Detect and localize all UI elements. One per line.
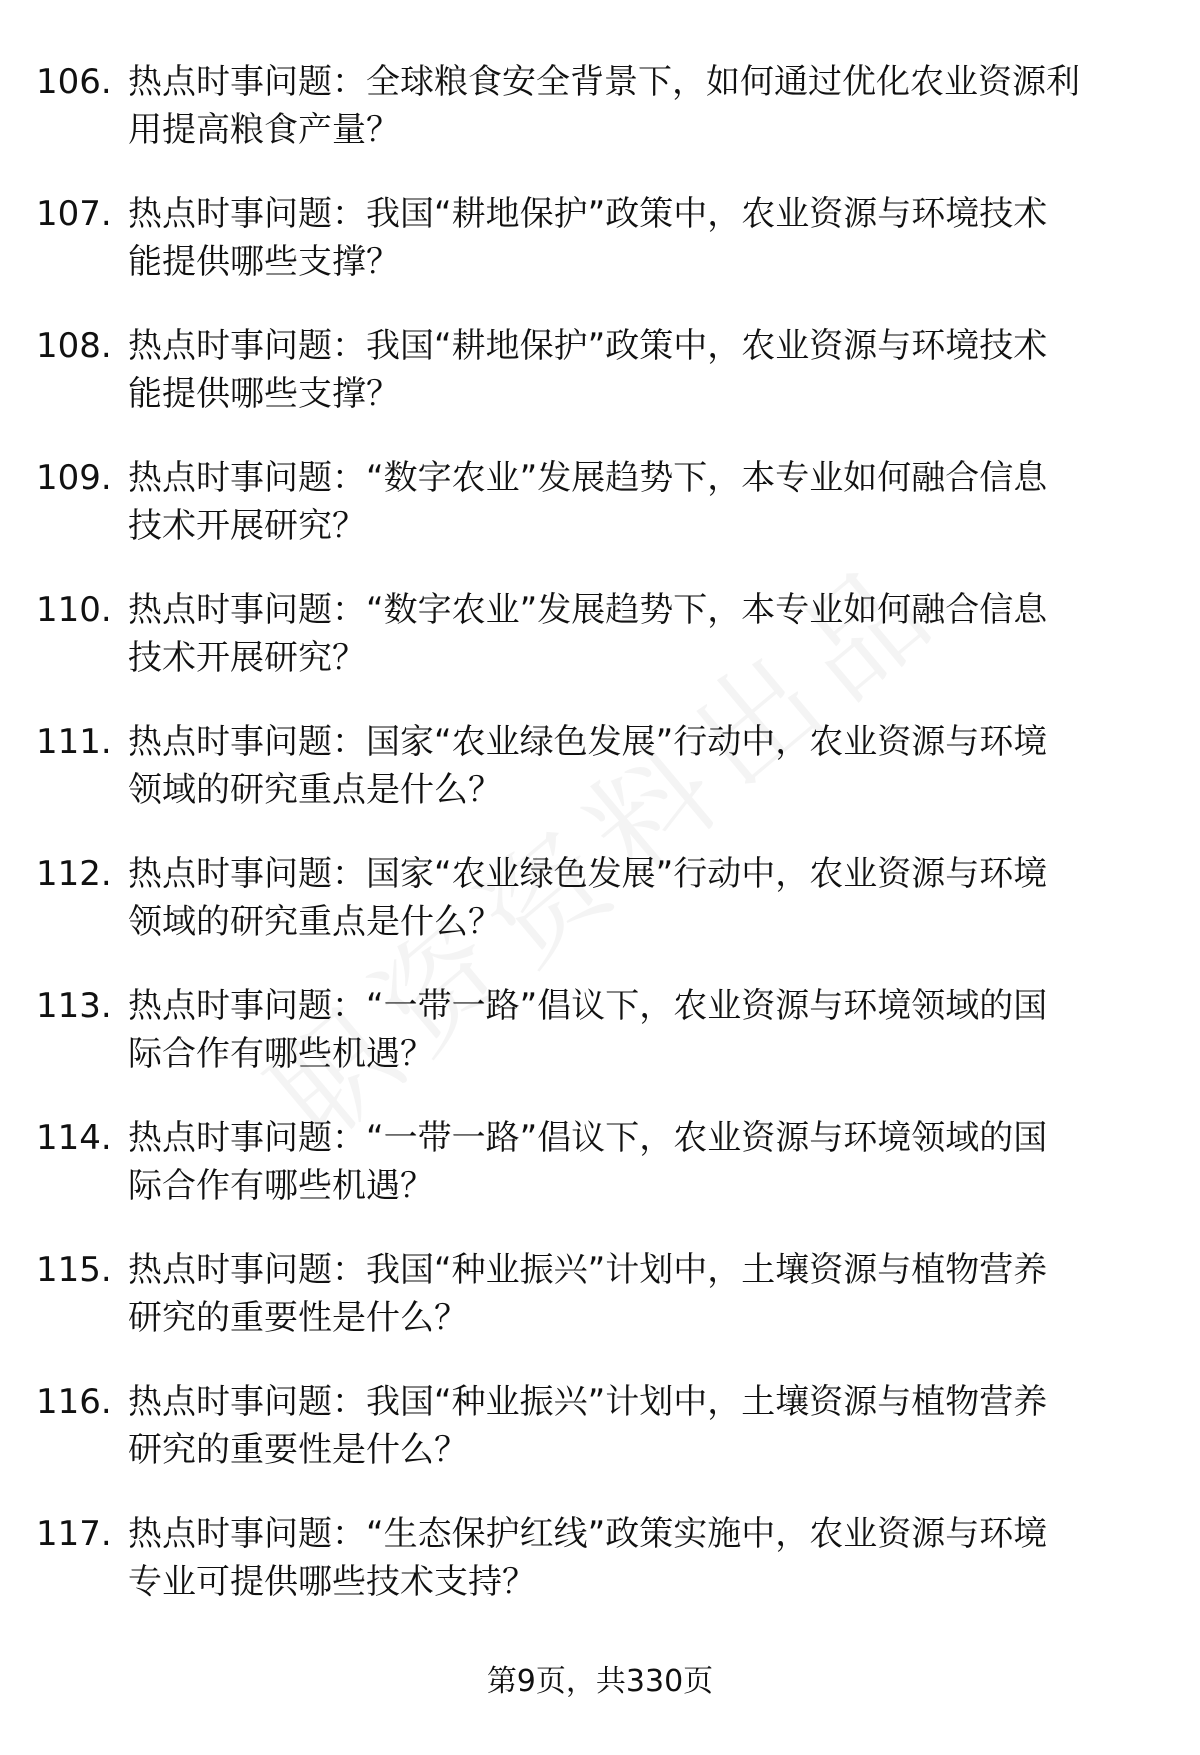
question-text: 热点时事问题：“生态保护红线”政策实施中，农业资源与环境 专业可提供哪些技术支持？ [128, 1514, 1048, 1602]
question-text: 热点时事问题：国家“农业绿色发展”行动中，农业资源与环境 领域的研究重点是什么？ [128, 722, 1048, 810]
question-text: 热点时事问题：国家“农业绿色发展”行动中，农业资源与环境 领域的研究重点是什么？ [128, 854, 1048, 942]
question-number: 114. [36, 1118, 112, 1158]
question-item-107 [36, 190, 1146, 322]
question-text: 热点时事问题：我国“耕地保护”政策中，农业资源与环境技术 能提供哪些支撑？ [128, 194, 1048, 282]
question-list [36, 58, 1146, 1642]
question-text: 热点时事问题：我国“种业振兴”计划中，土壤资源与植物营养 研究的重要性是什么？ [128, 1250, 1048, 1338]
question-item-110 [36, 586, 1146, 718]
question-number: 110. [36, 590, 112, 630]
question-number: 106. [36, 62, 112, 102]
question-text: 热点时事问题：“数字农业”发展趋势下，本专业如何融合信息 技术开展研究？ [128, 458, 1048, 546]
question-number: 107. [36, 194, 112, 234]
question-number: 113. [36, 986, 112, 1026]
question-text: 热点时事问题：我国“耕地保护”政策中，农业资源与环境技术 能提供哪些支撑？ [128, 326, 1048, 414]
question-item-111 [36, 718, 1146, 850]
question-text: 热点时事问题：“一带一路”倡议下，农业资源与环境领域的国 际合作有哪些机遇？ [128, 986, 1048, 1074]
question-text: 热点时事问题：“数字农业”发展趋势下，本专业如何融合信息 技术开展研究？ [128, 590, 1048, 678]
question-item-112 [36, 850, 1146, 982]
question-item-109 [36, 454, 1146, 586]
question-number: 112. [36, 854, 112, 894]
question-number: 116. [36, 1382, 112, 1422]
question-number: 111. [36, 722, 112, 762]
question-item-115 [36, 1246, 1146, 1378]
question-text: 热点时事问题：我国“种业振兴”计划中，土壤资源与植物营养 研究的重要性是什么？ [128, 1382, 1048, 1470]
question-item-114 [36, 1114, 1146, 1246]
question-item-106 [36, 58, 1146, 190]
question-text: 热点时事问题：“一带一路”倡议下，农业资源与环境领域的国 际合作有哪些机遇？ [128, 1118, 1048, 1206]
question-number: 109. [36, 458, 112, 498]
page-footer: 第9页，共330页 [486, 1664, 714, 1699]
question-item-116 [36, 1378, 1146, 1510]
question-number: 117. [36, 1514, 112, 1554]
question-item-117 [36, 1510, 1146, 1642]
question-item-113 [36, 982, 1146, 1114]
question-number: 108. [36, 326, 112, 366]
question-item-108 [36, 322, 1146, 454]
question-text: 热点时事问题：全球粮食安全背景下，如何通过优化农业资源利 用提高粮食产量？ [128, 62, 1080, 150]
question-number: 115. [36, 1250, 112, 1290]
